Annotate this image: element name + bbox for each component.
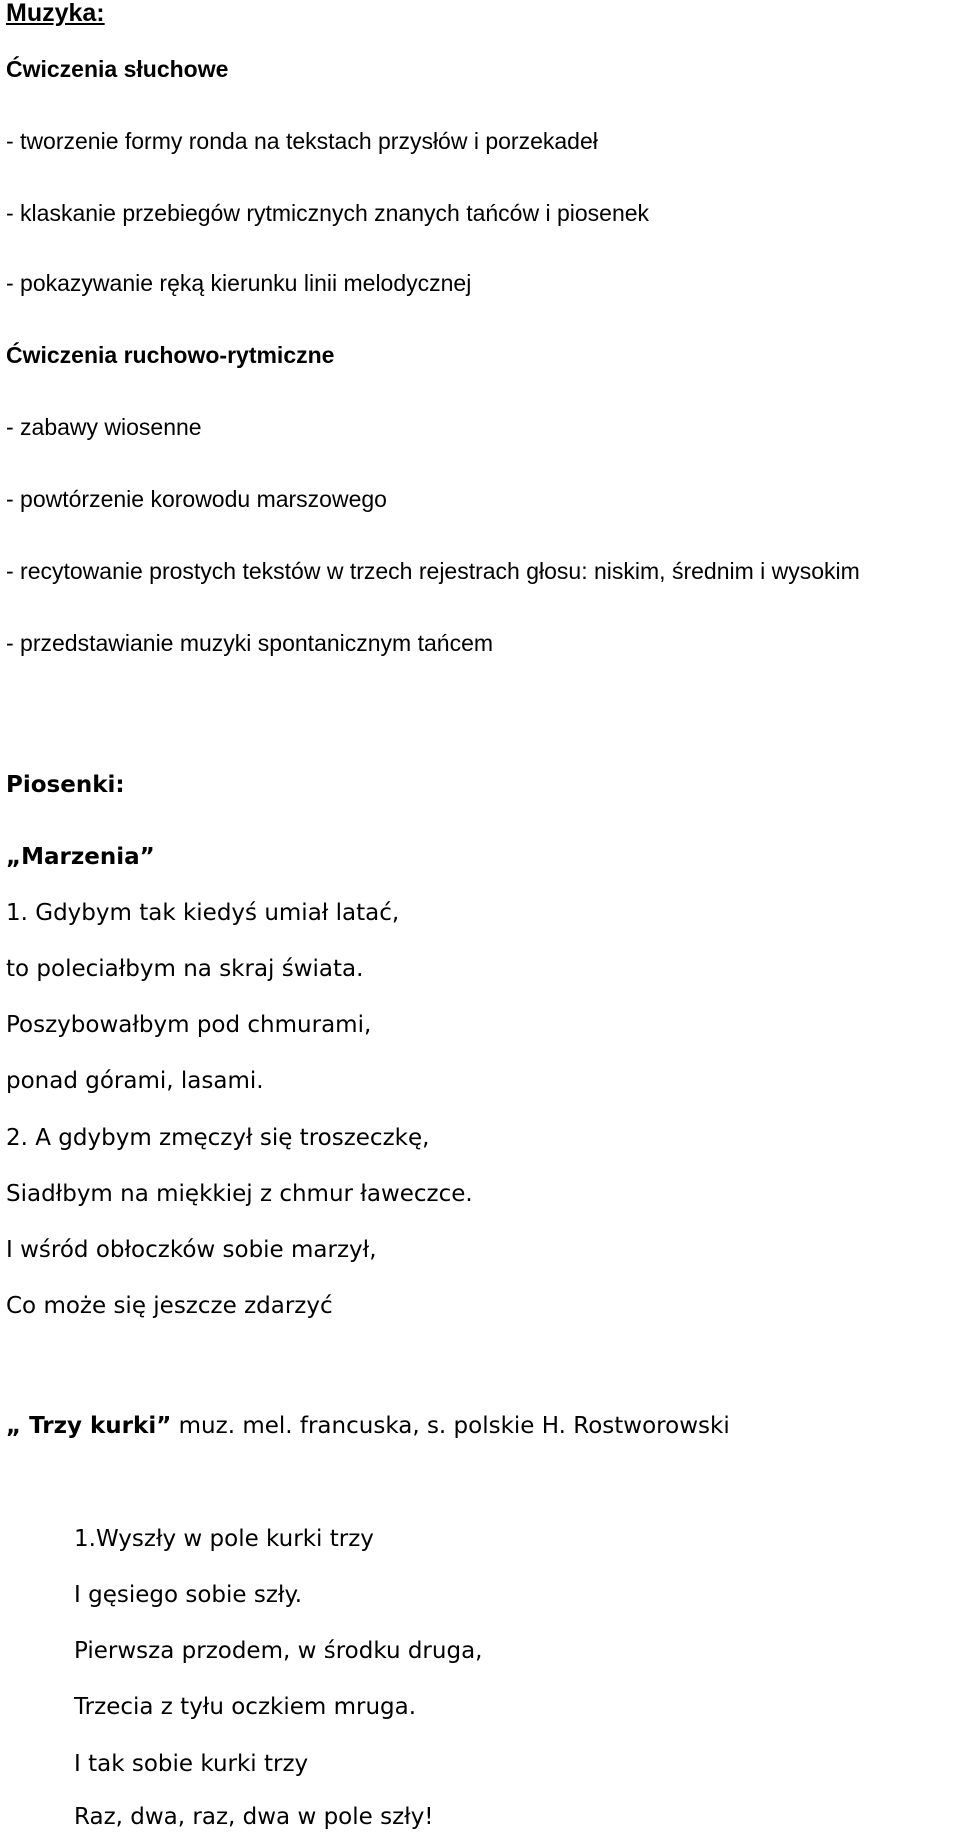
list-item: - przedstawianie muzyki spontanicznym tańcem bbox=[6, 630, 494, 656]
song-line: 1.Wyszły w pole kurki trzy bbox=[74, 1526, 374, 1552]
song-line: to poleciałbym na skraj świata. bbox=[6, 956, 364, 982]
song-line: I gęsiego sobie szły. bbox=[74, 1582, 303, 1608]
song-line: ponad górami, lasami. bbox=[6, 1068, 264, 1094]
song-title-marzenia: „Marzenia” bbox=[6, 844, 155, 870]
list-item: - pokazywanie ręką kierunku linii melodycznej bbox=[6, 270, 472, 296]
song-line: Pierwsza przodem, w środku druga, bbox=[74, 1638, 483, 1664]
song-line: I wśród obłoczków sobie marzył, bbox=[6, 1237, 377, 1263]
list-item: - recytowanie prostych tekstów w trzech rejestrach głosu: niskim, średnim i wysokim bbox=[6, 558, 860, 584]
song-line: 1. Gdybym tak kiedyś umiał latać, bbox=[6, 900, 400, 926]
song-line: Poszybowałbym pod chmurami, bbox=[6, 1012, 372, 1038]
song-line: Co może się jeszcze zdarzyć bbox=[6, 1293, 333, 1319]
song-line: Trzecia z tyłu oczkiem mruga. bbox=[74, 1694, 417, 1720]
document-title: Muzyka: bbox=[6, 0, 105, 27]
list-item: - powtórzenie korowodu marszowego bbox=[6, 486, 387, 512]
song-line: Raz, dwa, raz, dwa w pole szły! bbox=[74, 1804, 434, 1830]
list-item: - tworzenie formy ronda na tekstach przysłów i porzekadeł bbox=[6, 128, 598, 154]
song-line: Siadłbym na miękkiej z chmur ławeczce. bbox=[6, 1181, 473, 1207]
list-item: - klaskanie przebiegów rytmicznych znanych tańców i piosenek bbox=[6, 200, 650, 226]
songs-heading: Piosenki: bbox=[6, 772, 125, 798]
song-title-trzy-kurki: „ Trzy kurki” bbox=[6, 1413, 172, 1439]
song-title-trzy-kurki-line bbox=[6, 1411, 730, 1441]
list-item: - zabawy wiosenne bbox=[6, 414, 202, 440]
song-line: 2. A gdybym zmęczył się troszeczkę, bbox=[6, 1125, 430, 1151]
song-line: I tak sobie kurki trzy bbox=[74, 1751, 309, 1777]
section-heading-movement: Ćwiczenia ruchowo-rytmiczne bbox=[6, 342, 335, 368]
section-heading-listening: Ćwiczenia słuchowe bbox=[6, 56, 229, 82]
song-credits: muz. mel. francuska, s. polskie H. Rostworowski bbox=[171, 1413, 730, 1439]
